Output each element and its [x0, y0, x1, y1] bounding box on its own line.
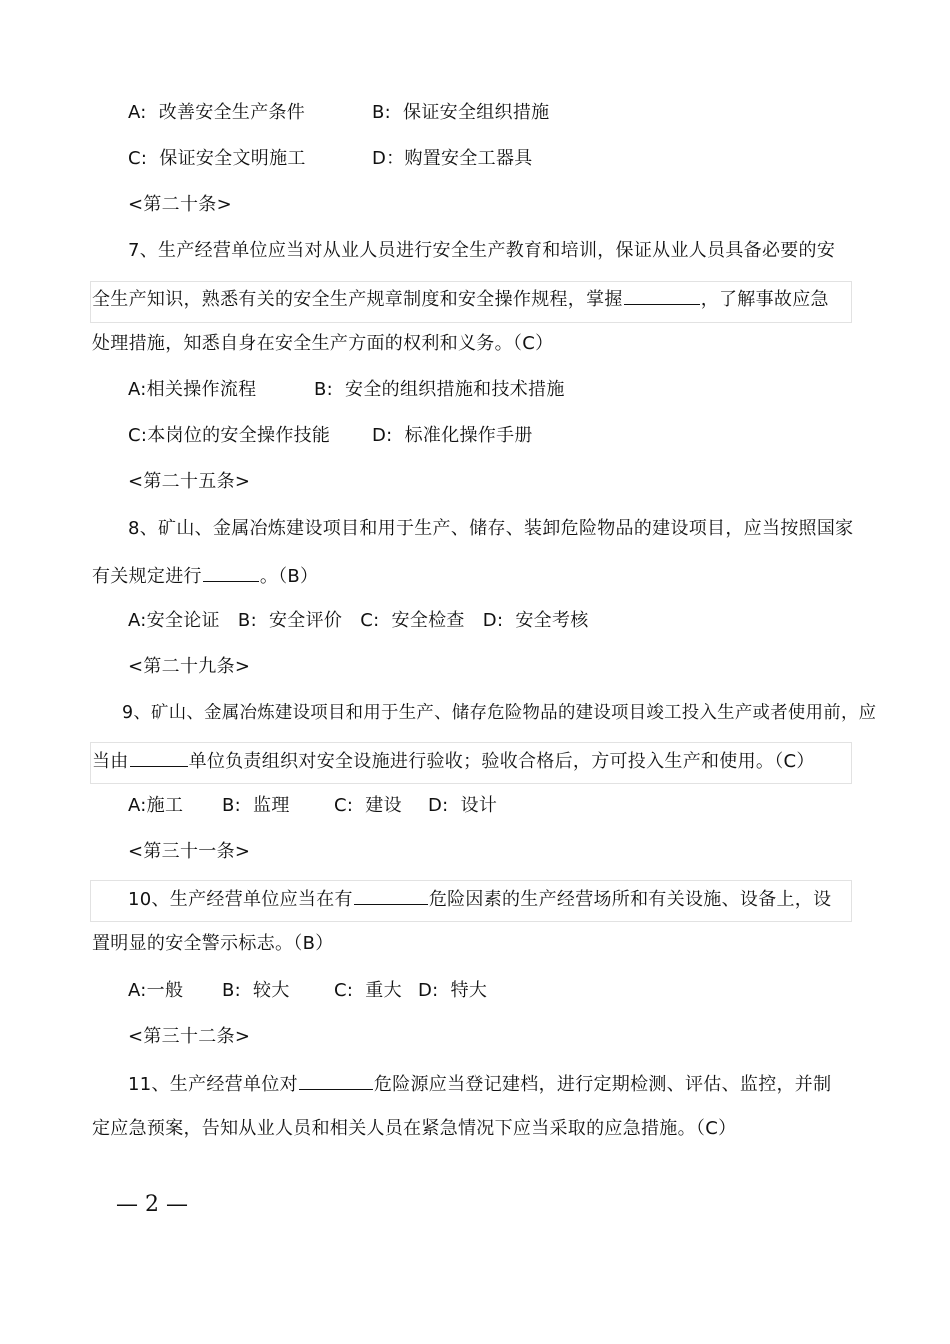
- q7-option-c: C:本岗位的安全操作技能: [128, 425, 331, 446]
- q9-line2: [92, 748, 815, 774]
- q7-line2-end: ，了解事故应急: [700, 289, 829, 310]
- page-number: — 2 —: [116, 1192, 188, 1217]
- q10-line1-start: 10、生产经营单位应当在有: [128, 889, 353, 910]
- q10-line1-end: 危险因素的生产经营场所和有关设施、设备上，设: [428, 889, 832, 910]
- q6-option-a: A: 改善安全生产条件: [128, 102, 306, 123]
- q9-line2-end: 单位负责组织对安全设施进行验收；验收合格后，方可投入生产和使用。（C）: [188, 751, 815, 772]
- article-ref: <第二十九条>: [128, 656, 251, 677]
- q9-option-a: A:施工: [128, 795, 184, 816]
- q8-line2-end: 。（B）: [259, 566, 319, 587]
- article-ref: <第三十一条>: [128, 841, 251, 862]
- q10-option-b: B: 较大: [222, 980, 290, 1001]
- answer-blank: [354, 886, 428, 905]
- q9-line1: 9、矿山、金属冶炼建设项目和用于生产、储存危险物品的建设项目竣工投入生产或者使用前，应: [122, 703, 877, 723]
- q8-line2: [92, 563, 318, 589]
- q7-option-d: D: 标准化操作手册: [372, 425, 533, 446]
- q9-option-d: D: 设计: [428, 795, 498, 816]
- q7-option-a: A:相关操作流程: [128, 379, 257, 400]
- q11-line1: [128, 1071, 831, 1097]
- q7-line2: [92, 286, 829, 312]
- q7-line2-start: 全生产知识，熟悉有关的安全生产规章制度和安全操作规程，掌握: [92, 289, 623, 310]
- q9-option-b: B: 监理: [222, 795, 290, 816]
- q7-line1: 7、生产经营单位应当对从业人员进行安全生产教育和培训，保证从业人员具备必要的安: [128, 240, 836, 261]
- q6-option-b: B: 保证安全组织措施: [372, 102, 550, 123]
- q7-option-b: B: 安全的组织措施和技术措施: [314, 379, 565, 400]
- q11-line1-start: 11、生产经营单位对: [128, 1074, 298, 1095]
- q10-line1: [128, 886, 831, 912]
- q10-option-c: C: 重大: [334, 980, 402, 1001]
- q11-line1-end: 危险源应当登记建档，进行定期检测、评估、监控，并制: [373, 1074, 832, 1095]
- q9-option-c: C: 建设: [334, 795, 402, 816]
- answer-blank: [130, 748, 188, 767]
- q10-line2: 置明显的安全警示标志。（B）: [92, 933, 334, 954]
- answer-blank: [624, 286, 700, 305]
- answer-blank: [203, 563, 259, 582]
- q8-options: A:安全论证 B: 安全评价 C: 安全检查 D: 安全考核: [128, 610, 589, 631]
- q10-option-a: A:一般: [128, 980, 184, 1001]
- q8-line1: 8、矿山、金属冶炼建设项目和用于生产、储存、装卸危险物品的建设项目，应当按照国家: [128, 518, 854, 539]
- q7-line3: 处理措施，知悉自身在安全生产方面的权利和义务。（C）: [92, 333, 554, 354]
- q10-option-d: D: 特大: [418, 980, 488, 1001]
- q9-line2-start: 当由: [92, 751, 129, 772]
- article-ref: <第二十五条>: [128, 471, 251, 492]
- q8-line2-start: 有关规定进行: [92, 566, 202, 587]
- answer-blank: [299, 1071, 373, 1090]
- q6-option-d: D：购置安全工器具: [372, 148, 533, 169]
- article-ref: <第三十二条>: [128, 1026, 251, 1047]
- q6-option-c: C: 保证安全文明施工: [128, 148, 306, 169]
- article-ref: <第二十条>: [128, 194, 232, 215]
- q11-line2: 定应急预案，告知从业人员和相关人员在紧急情况下应当采取的应急措施。（C）: [92, 1118, 737, 1139]
